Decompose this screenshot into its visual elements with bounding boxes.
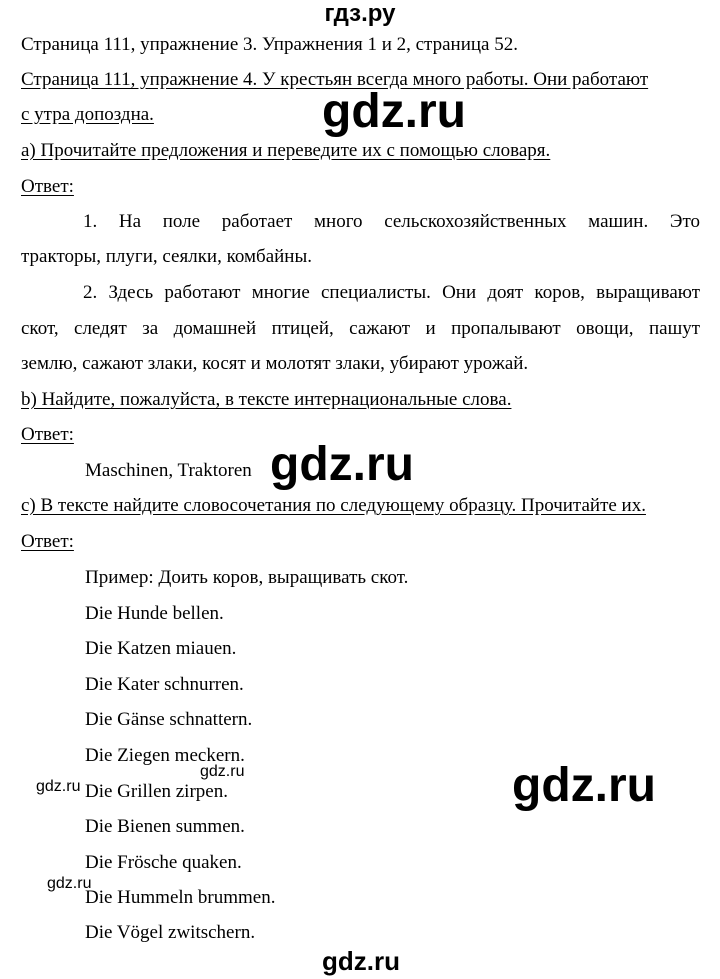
answer-a-para2-line3: землю, сажают злаки, косят и молотят злаки, убирают урожай. xyxy=(21,353,529,374)
site-title: гдз.ру xyxy=(324,0,396,27)
answer-a-para2-line2: скот, следят за домашней птицей, сажают и пропалывают овощи, пашут xyxy=(21,318,700,339)
phrase-item: Die Hunde bellen. xyxy=(85,603,224,624)
task-b-heading: b) Найдите, пожалуйста, в тексте интернациональные слова. xyxy=(21,389,512,410)
watermark-small: gdz.ru xyxy=(36,778,81,795)
answer-a-para2-line1: 2. Здесь работают многие специалисты. Они доят коров, выращивают xyxy=(83,282,700,303)
answer-label-c: Ответ: xyxy=(21,531,74,552)
phrase-item: Die Ziegen meckern. xyxy=(85,745,245,766)
watermark-footer: gdz.ru xyxy=(322,946,400,976)
answer-a-para1-line2: тракторы, плуги, сеялки, комбайны. xyxy=(21,246,312,267)
phrase-item: Die Katzen miauen. xyxy=(85,638,237,659)
answer-b-text: Maschinen, Traktoren xyxy=(85,460,252,481)
exercise-3-heading: Страница 111, упражнение 3. Упражнения 1 и 2, страница 52. xyxy=(21,34,518,55)
phrase-item: Die Vögel zwitschern. xyxy=(85,922,256,943)
watermark-large: gdz.ru xyxy=(270,438,414,491)
phrase-item: Die Kater schnurren. xyxy=(85,674,244,695)
phrase-item: Die Frösche quaken. xyxy=(85,852,242,873)
exercise-4-heading-line2: с утра допоздна. xyxy=(21,104,154,125)
answer-a-para1-line1: 1. На поле работает много сельскохозяйственных машин. Это xyxy=(83,211,700,232)
example-line: Пример: Доить коров, выращивать скот. xyxy=(85,567,409,588)
watermark-small: gdz.ru xyxy=(200,763,245,780)
phrase-item: Die Grillen zirpen. xyxy=(85,781,228,802)
watermark-large: gdz.ru xyxy=(512,759,656,812)
watermark-small: gdz.ru xyxy=(47,875,92,892)
phrase-item: Die Bienen summen. xyxy=(85,816,245,837)
task-c-heading: c) В тексте найдите словосочетания по следующему образцу. Прочитайте их. xyxy=(21,495,646,516)
watermark-large: gdz.ru xyxy=(322,85,466,138)
phrase-item: Die Hummeln brummen. xyxy=(85,887,276,908)
task-a-heading: a) Прочитайте предложения и переведите их с помощью словаря. xyxy=(21,140,551,161)
answer-label-a: Ответ: xyxy=(21,176,74,197)
phrase-item: Die Gänse schnattern. xyxy=(85,709,253,730)
answer-label-b: Ответ: xyxy=(21,424,74,445)
exercise-4-heading-line1: Страница 111, упражнение 4. У крестьян всегда много работы. Они работают xyxy=(21,69,649,90)
